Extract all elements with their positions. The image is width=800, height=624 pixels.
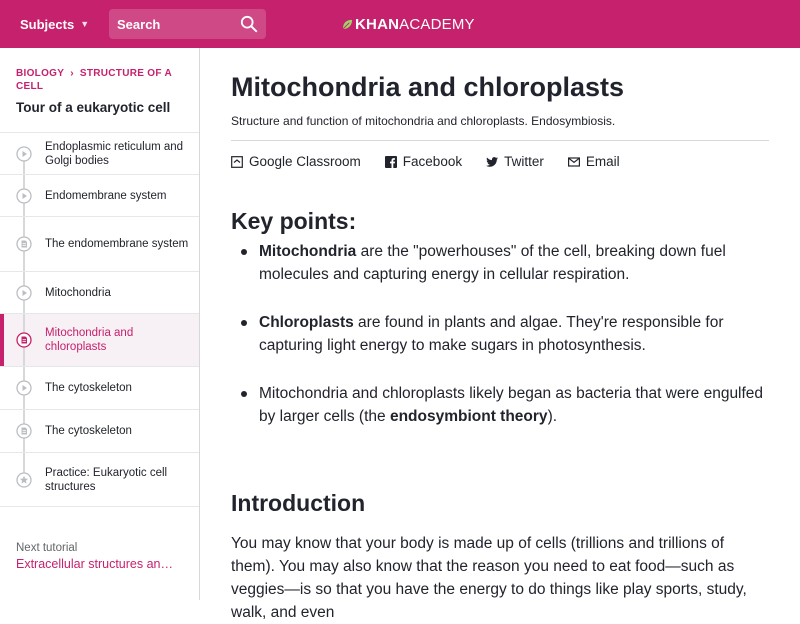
- logo-khan: KHAN: [355, 15, 400, 33]
- breadcrumb-structure-of-a-cell[interactable]: STRUCTURE OF A CELL: [16, 68, 172, 92]
- article-icon: [16, 423, 32, 439]
- page-title: Mitochondria and chloroplasts: [231, 72, 625, 102]
- sidebar-item-label: Endoplasmic reticulum and Golgi bodies: [45, 140, 184, 167]
- key-point-text: Mitochondria and chloroplasts likely began as bacteria that were engulfed by larger cells (the: [259, 385, 764, 425]
- key-point-text-end: ).: [547, 408, 558, 425]
- share-email-button[interactable]: [568, 154, 620, 169]
- introduction-heading: Introduction: [231, 490, 366, 516]
- email-icon: [568, 156, 580, 168]
- sidebar-item-mitochondria[interactable]: [0, 272, 199, 314]
- khan-academy-logo[interactable]: [342, 0, 475, 48]
- chevron-right-icon: ›: [70, 68, 74, 79]
- sidebar-item-endomembrane-system-article[interactable]: [0, 217, 199, 272]
- breadcrumb-biology[interactable]: BIOLOGY: [16, 68, 65, 79]
- next-tutorial-link[interactable]: Extracellular structures an…: [16, 557, 174, 571]
- article-icon: [16, 236, 32, 252]
- play-icon: [16, 380, 32, 396]
- subjects-label: Subjects: [20, 16, 75, 32]
- share-facebook-button[interactable]: [385, 154, 462, 169]
- sidebar-item-label: The cytoskeleton: [45, 425, 132, 437]
- share-bar: [231, 154, 644, 169]
- tutorial-sidebar: [0, 48, 200, 600]
- tutorial-title: Tour of a eukaryotic cell: [16, 100, 171, 115]
- share-label: Email: [585, 154, 620, 169]
- facebook-icon: [385, 156, 397, 168]
- twitter-icon: [486, 156, 498, 168]
- search-box: [109, 9, 266, 39]
- share-label: Twitter: [504, 154, 544, 169]
- breadcrumb: [16, 67, 186, 93]
- caret-down-icon: ▼: [80, 19, 90, 29]
- sidebar-item-er-golgi[interactable]: [0, 133, 199, 175]
- play-icon: [16, 285, 32, 301]
- key-point-chloroplasts: [231, 311, 771, 357]
- key-point-endosymbiont: [231, 382, 771, 428]
- key-point-term: endosymbiont theory: [389, 408, 548, 425]
- key-point-text: are found in plants and algae. They're responsible for capturing light energy to make sugars in photosynthesis.: [259, 314, 724, 354]
- introduction-paragraph: You may know that your body is made up of cells (trillions and trillions of them). You may also know that the reason you need to eat food—such as veggies—is so that you have the energy to do things like play sports, study, walk, and even: [231, 535, 747, 621]
- sidebar-item-cytoskeleton-video[interactable]: [0, 367, 199, 410]
- key-point-term: Chloroplasts: [259, 314, 354, 331]
- tutorial-item-list: [0, 132, 199, 507]
- share-google-classroom-button[interactable]: [231, 154, 361, 169]
- google-classroom-icon: [231, 156, 243, 168]
- star-icon: [16, 472, 32, 488]
- key-point-mitochondria: [231, 240, 771, 286]
- share-label: Facebook: [402, 154, 463, 169]
- search-input[interactable]: [109, 17, 229, 32]
- play-icon: [16, 188, 32, 204]
- logo-academy: ACADEMY: [399, 15, 475, 33]
- leaf-icon: [342, 19, 353, 30]
- sidebar-item-mitochondria-and-chloroplasts[interactable]: [0, 314, 199, 367]
- share-label: Google Classroom: [249, 154, 361, 169]
- article-icon: [16, 332, 32, 348]
- search-icon[interactable]: [240, 15, 258, 33]
- sidebar-item-cytoskeleton-article[interactable]: [0, 410, 199, 453]
- sidebar-item-endomembrane-system-video[interactable]: [0, 175, 199, 217]
- sidebar-item-label: Mitochondria and chloroplasts: [45, 327, 134, 353]
- divider: [231, 140, 769, 141]
- subjects-menu-button[interactable]: [20, 0, 89, 48]
- play-icon: [16, 146, 32, 162]
- sidebar-item-label: Endomembrane system: [45, 189, 167, 202]
- top-navigation-bar: [0, 0, 800, 48]
- sidebar-item-practice[interactable]: [0, 453, 199, 507]
- key-points-heading: Key points:: [231, 208, 357, 234]
- sidebar-item-label: The cytoskeleton: [45, 382, 132, 394]
- page-subtitle: Structure and function of mitochondria and chloroplasts. Endosymbiosis.: [231, 114, 616, 128]
- key-point-text: are the "powerhouses" of the cell, breaking down fuel molecules and capturing energy in cellular respiration.: [259, 243, 726, 283]
- next-tutorial-label: Next tutorial: [16, 542, 78, 554]
- next-tutorial: [16, 542, 173, 571]
- sidebar-item-label: Mitochondria: [45, 286, 111, 299]
- share-twitter-button[interactable]: [486, 154, 544, 169]
- sidebar-item-label: The endomembrane system: [45, 238, 189, 250]
- key-points-list: [231, 240, 771, 453]
- sidebar-item-label: Practice: Eukaryotic cell structures: [45, 466, 168, 493]
- key-point-term: Mitochondria: [259, 243, 357, 260]
